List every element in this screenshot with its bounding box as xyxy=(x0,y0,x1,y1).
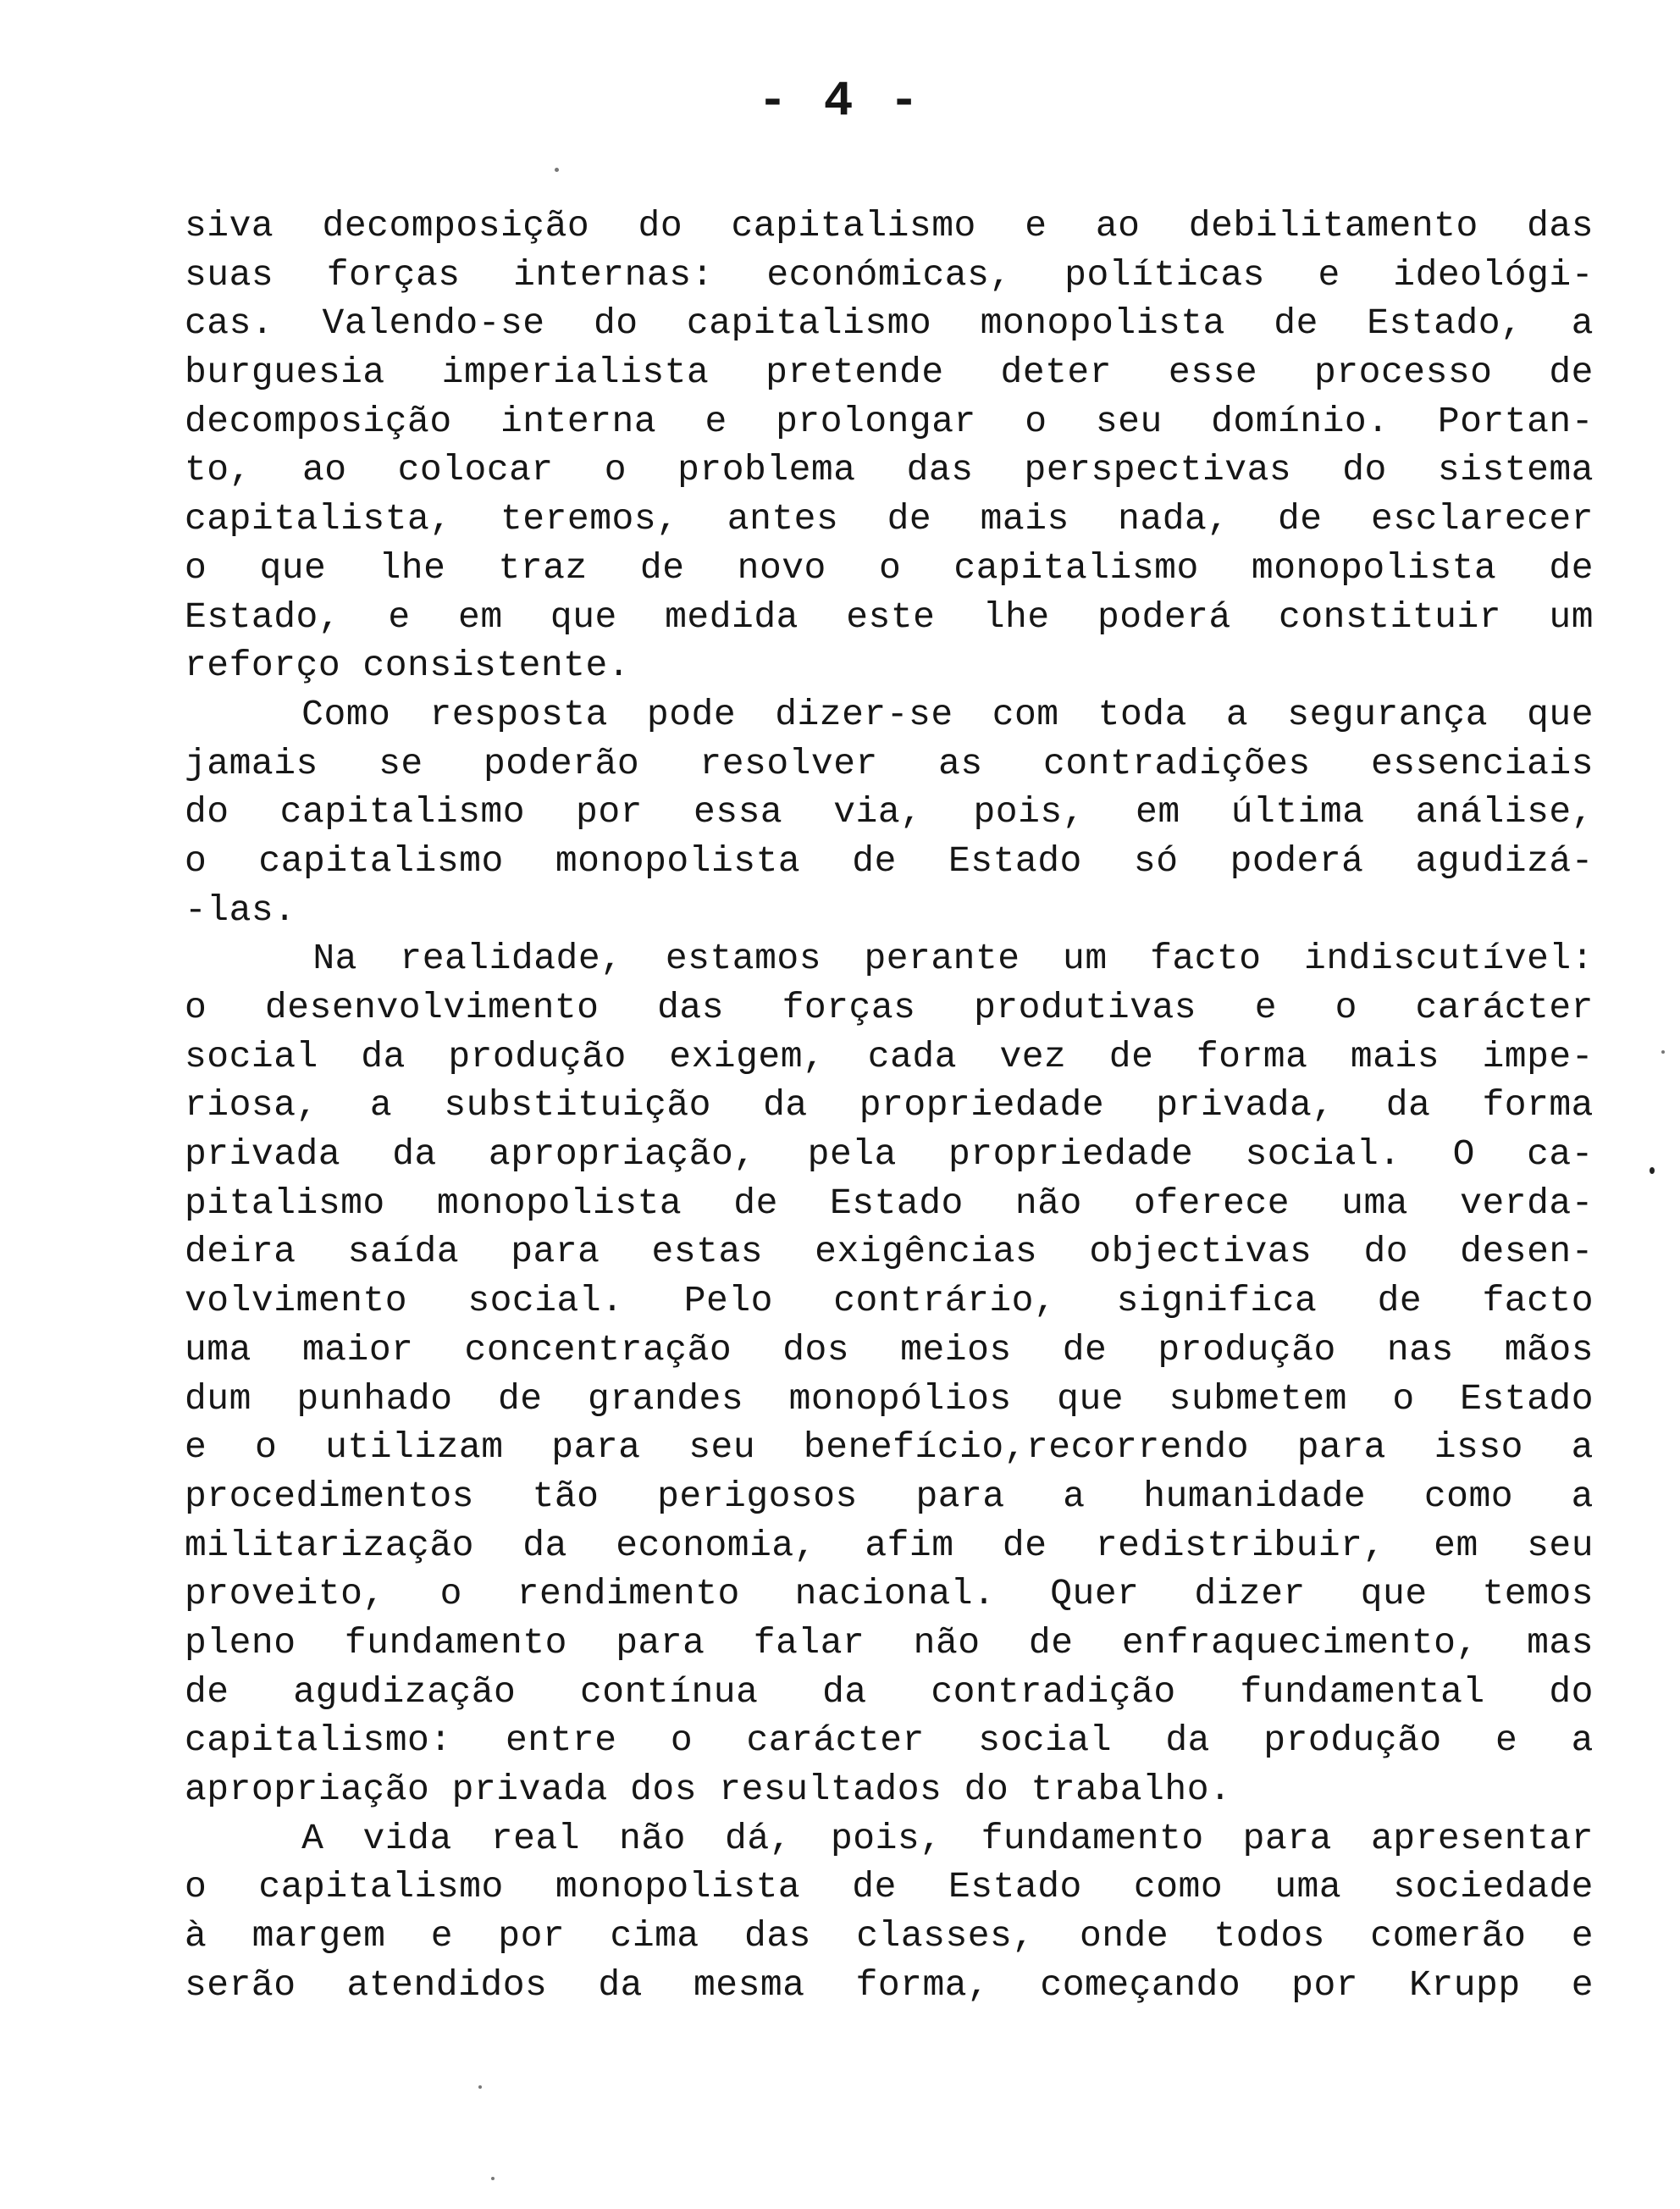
text-line: -las. xyxy=(185,889,296,931)
text-line: uma maior concentração dos meios de produção nas mãos xyxy=(185,1328,1594,1370)
text-line: o desenvolvimento das forças produtivas e o carácter xyxy=(185,987,1594,1028)
text-line: burguesia imperialista pretende deter esse processo de xyxy=(185,352,1594,394)
scan-speck xyxy=(1661,1050,1665,1054)
text-line: reforço consistente. xyxy=(185,645,631,687)
text-line: suas forças internas: económicas, políticas e ideológi- xyxy=(185,253,1594,296)
text-line: A vida real não dá, pois, fundamento para apresentar xyxy=(185,1817,1594,1859)
text-line: e o utilizam para seu benefício,recorrendo para isso a xyxy=(185,1426,1594,1469)
text-line: Na realidade, estamos perante um facto indiscutível: xyxy=(185,938,1594,980)
text-line: proveito, o rendimento nacional. Quer dizer que temos xyxy=(185,1573,1594,1615)
text-line: social da produção exigem, cada vez de forma mais impe- xyxy=(185,1035,1594,1077)
page-number: - 4 - xyxy=(757,75,923,130)
text-line: à margem e por cima das classes, onde todos comerão e xyxy=(185,1915,1594,1957)
text-line: pitalismo monopolista de Estado não oferece uma verda- xyxy=(185,1182,1594,1224)
text-line: serão atendidos da mesma forma, começando por Krupp e xyxy=(185,1963,1594,2006)
text-line: pleno fundamento para falar não de enfraquecimento, mas xyxy=(185,1621,1594,1664)
scan-speck xyxy=(478,2085,482,2089)
text-line: de agudização contínua da contradição fundamental do xyxy=(185,1670,1594,1713)
text-line: jamais se poderão resolver as contradições essenciais xyxy=(185,742,1594,784)
text-line: o que lhe traz de novo o capitalismo monopolista de xyxy=(185,546,1594,589)
text-line: riosa, a substituição da propriedade privada, da forma xyxy=(185,1084,1594,1127)
text-line: o capitalismo monopolista de Estado só poderá agudizá- xyxy=(185,839,1594,882)
text-line: siva decomposição do capitalismo e ao debilitamento das xyxy=(185,205,1594,246)
text-line: capitalista, teremos, antes de mais nada, de esclarecer xyxy=(185,498,1594,540)
text-line: o capitalismo monopolista de Estado como uma sociedade xyxy=(185,1866,1594,1908)
text-line: do capitalismo por essa via, pois, em última análise, xyxy=(185,791,1594,833)
text-line: apropriação privada dos resultados do trabalho. xyxy=(185,1769,1232,1810)
text-line: decomposição interna e prolongar o seu domínio. Portan- xyxy=(185,400,1594,442)
text-line: Estado, e em que medida este lhe poderá constituir um xyxy=(185,595,1594,638)
text-line: procedimentos tão perigosos para a humanidade como a xyxy=(185,1475,1594,1517)
text-line: deira saída para estas exigências objectivas do desen- xyxy=(185,1231,1594,1273)
text-line: dum punhado de grandes monopólios que submetem o Estado xyxy=(185,1377,1594,1420)
scan-speck xyxy=(1650,1167,1655,1174)
text-line: cas. Valendo-se do capitalismo monopolista de Estado, a xyxy=(185,302,1594,345)
text-line: militarização da economia, afim de redistribuir, em seu xyxy=(185,1524,1594,1566)
scan-speck xyxy=(491,2177,495,2180)
text-line: capitalismo: entre o carácter social da produção e a xyxy=(185,1719,1594,1762)
text-line: privada da apropriação, pela propriedade social. O ca- xyxy=(185,1133,1594,1176)
scan-speck xyxy=(555,168,559,172)
text-line: to, ao colocar o problema das perspectivas do sistema xyxy=(185,449,1594,491)
text-line: Como resposta pode dizer-se com toda a segurança que xyxy=(185,693,1594,735)
text-line: volvimento social. Pelo contrário, significa de facto xyxy=(185,1280,1594,1322)
body-text xyxy=(185,202,1594,2009)
